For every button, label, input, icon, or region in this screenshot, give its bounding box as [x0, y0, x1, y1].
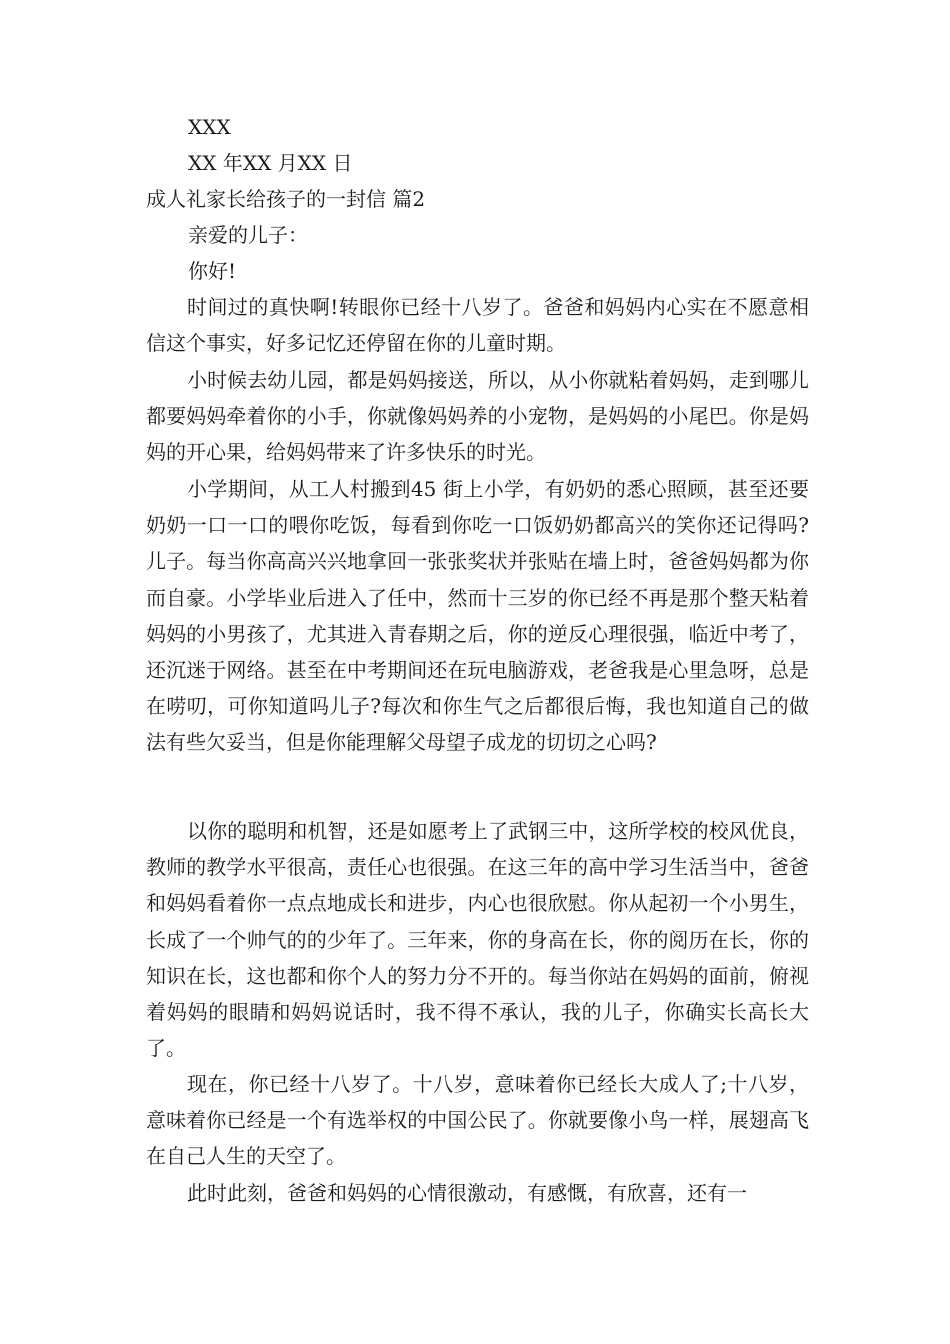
- body-paragraph: 现在，你已经十八岁了。十八岁，意味着你已经长大成人了;十八岁，意味着你已经是一个有选举权的中国公民了。你就要像小鸟一样，展翅高飞在自己人生的天空了。: [146, 1072, 809, 1169]
- greeting: 你好!: [188, 259, 237, 283]
- letter-date: XX 年XX 月XX 日: [188, 151, 353, 175]
- body-paragraph: 以你的聪明和机智，还是如愿考上了武钢三中，这所学校的校风优良，教师的教学水平很高，责任心也很强。在这三年的高中学习生活当中，爸爸和妈妈看着你一点点地成长和进步，内心也很欣慰。你从起初一个小男生，长成了一个帅气的的少年了。三年来，你的身高在长，你的阅历在长，你的知识在长，这也都和你个人的努力分不开的。每当你站在妈妈的面前，俯视着妈妈的眼睛和妈妈说话时，我不得不承认，我的儿子，你确实长高长大了。: [146, 819, 809, 1061]
- section-title: 成人礼家长给孩子的一封信 篇2: [146, 187, 426, 211]
- body-paragraph: 小时候去幼儿园，都是妈妈接送，所以，从小你就粘着妈妈，走到哪儿都要妈妈牵着你的小手，你就像妈妈养的小宠物，是妈妈的小尾巴。你是妈妈的开心果，给妈妈带来了许多快乐的时光。: [146, 368, 809, 465]
- body-paragraph: 此时此刻，爸爸和妈妈的心情很激动，有感慨，有欣喜，还有一: [187, 1181, 747, 1205]
- salutation: 亲爱的儿子：: [188, 223, 308, 247]
- body-paragraph: 小学期间，从工人村搬到45 街上小学，有奶奶的悉心照顾，甚至还要奶奶一口一口的喂你吃饭，每看到你吃一口饭奶奶都高兴的笑你还记得吗?儿子。每当你高高兴兴地拿回一张张奖状并张贴在墙上时，爸爸妈妈都为你而自豪。小学毕业后进入了任中，然而十三岁的你已经不再是那个整天粘着妈妈的小男孩了，尤其进入青春期之后，你的逆反心理很强，临近中考了，还沉迷于网络。甚至在中考期间还在玩电脑游戏，老爸我是心里急呀，总是在唠叨，可你知道吗儿子?每次和你生气之后都很后悔，我也知道自己的做法有些欠妥当，但是你能理解父母望子成龙的切切之心吗?: [146, 477, 809, 755]
- signature: XXX: [188, 115, 231, 139]
- body-paragraph: 时间过的真快啊!转眼你已经十八岁了。爸爸和妈妈内心实在不愿意相信这个事实，好多记忆还停留在你的儿童时期。: [146, 295, 809, 356]
